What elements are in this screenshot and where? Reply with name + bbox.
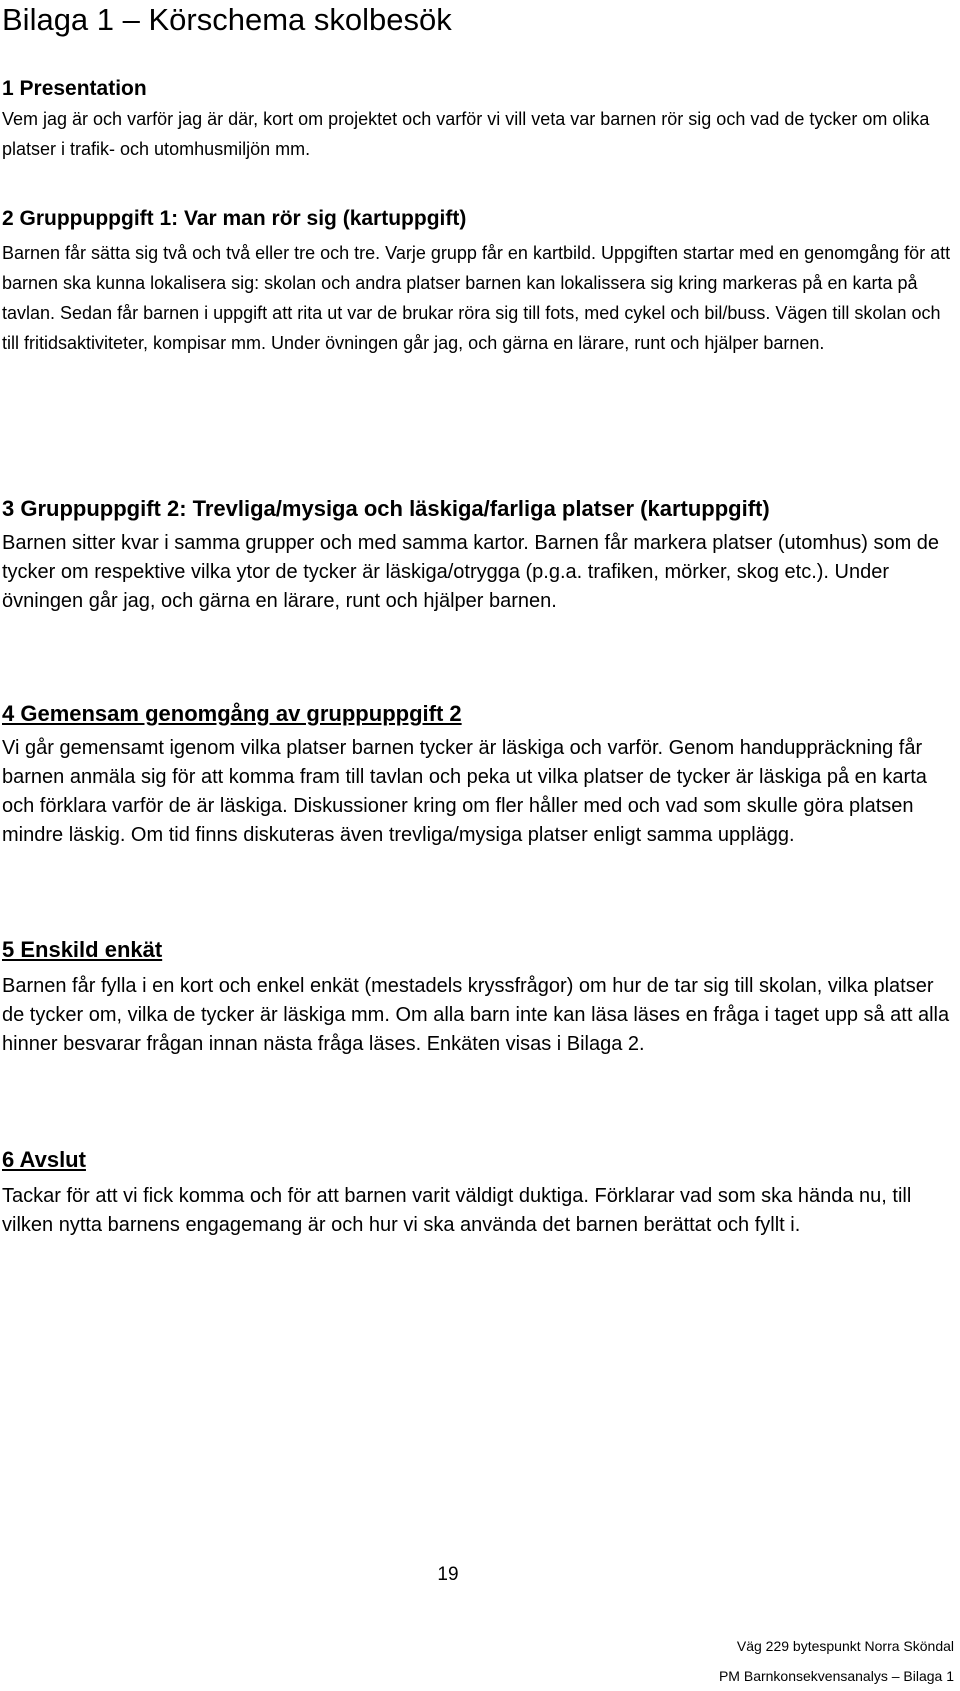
section-gruppuppgift-1 bbox=[2, 204, 952, 358]
section-body: Vem jag är och varför jag är där, kort om projektet och varför vi vill veta var barnen rör sig och vad de tycker om olika platser i trafik- och utomhusmiljön mm. bbox=[2, 109, 930, 159]
footer-document-line: PM Barnkonsekvensanalys – Bilaga 1 bbox=[718, 1668, 954, 1684]
section-body: Vi går gemensamt igenom vilka platser barnen tycker är läskiga och varför. Genom handuppräckning får barnen anmäla sig för att komma fram till tavlan och peka ut vilka platser de tycker är läskiga på en karta och förklara varför de är läskiga. Diskussioner kring om fler håller med och vad som skulle göra platsen mindre läskig. Om tid finns diskuteras även trevliga/mysiga platser enligt samma upplägg. bbox=[2, 737, 927, 846]
section-gruppuppgift-2 bbox=[2, 493, 952, 616]
section-heading: 3 Gruppuppgift 2: Trevliga/mysiga och läskiga/farliga platser (kartuppgift) bbox=[2, 496, 770, 521]
section-gemensam-genomgang bbox=[2, 698, 952, 850]
section-body: Tackar för att vi fick komma och för att barnen varit väldigt duktiga. Förklarar vad som ska hända nu, till vilken nytta barnens engagemang är och hur vi ska använda det barnen berättat och fyllt i. bbox=[2, 1185, 912, 1236]
section-heading: 5 Enskild enkät bbox=[2, 937, 163, 962]
page-number: 19 bbox=[437, 1564, 459, 1585]
section-heading: 1 Presentation bbox=[2, 77, 147, 100]
section-body: Barnen sitter kvar i samma grupper och med samma kartor. Barnen får markera platser (utomhus) som de tycker om respektive vilka ytor de tycker är läskiga/otrygga (p.g.a. trafiken, mörker, skog etc.). Under övningen går jag, och gärna en lärare, runt och hjälper barnen. bbox=[2, 532, 940, 612]
section-heading: 6 Avslut bbox=[2, 1147, 86, 1172]
footer-project-line: Väg 229 bytespunkt Norra Sköndal bbox=[736, 1638, 954, 1654]
section-body: Barnen får fylla i en kort och enkel enkät (mestadels kryssfrågor) om hur de tar sig till skolan, vilka platser de tycker om, vilka de tycker är läskiga mm. Om alla barn inte kan läsa läses en fråga i taget upp så att alla hinner besvarar frågan innan nästa fråga läses. Enkäten visas i Bilaga 2. bbox=[2, 975, 950, 1055]
section-presentation bbox=[2, 74, 952, 164]
section-heading: 2 Gruppuppgift 1: Var man rör sig (kartuppgift) bbox=[2, 207, 467, 230]
section-avslut bbox=[2, 1144, 952, 1240]
document-title: Bilaga 1 – Körschema skolbesök bbox=[2, 2, 452, 37]
section-body: Barnen får sätta sig två och två eller tre och tre. Varje grupp får en kartbild. Uppgiften startar med en genomgång för att barnen ska kunna lokalisera sig: skolan och andra platser barnen kan lokalissera sig kring markeras på en karta på tavlan. Sedan får barnen i uppgift att rita ut var de brukar röra sig till fots, med cykel och bil/buss. Vägen till skolan och till fritidsaktiviteter, kompisar mm. Under övningen går jag, och gärna en lärare, runt och hjälper barnen. bbox=[2, 243, 951, 353]
section-heading: 4 Gemensam genomgång av gruppuppgift 2 bbox=[2, 701, 462, 726]
section-enskild-enkat bbox=[2, 934, 952, 1059]
